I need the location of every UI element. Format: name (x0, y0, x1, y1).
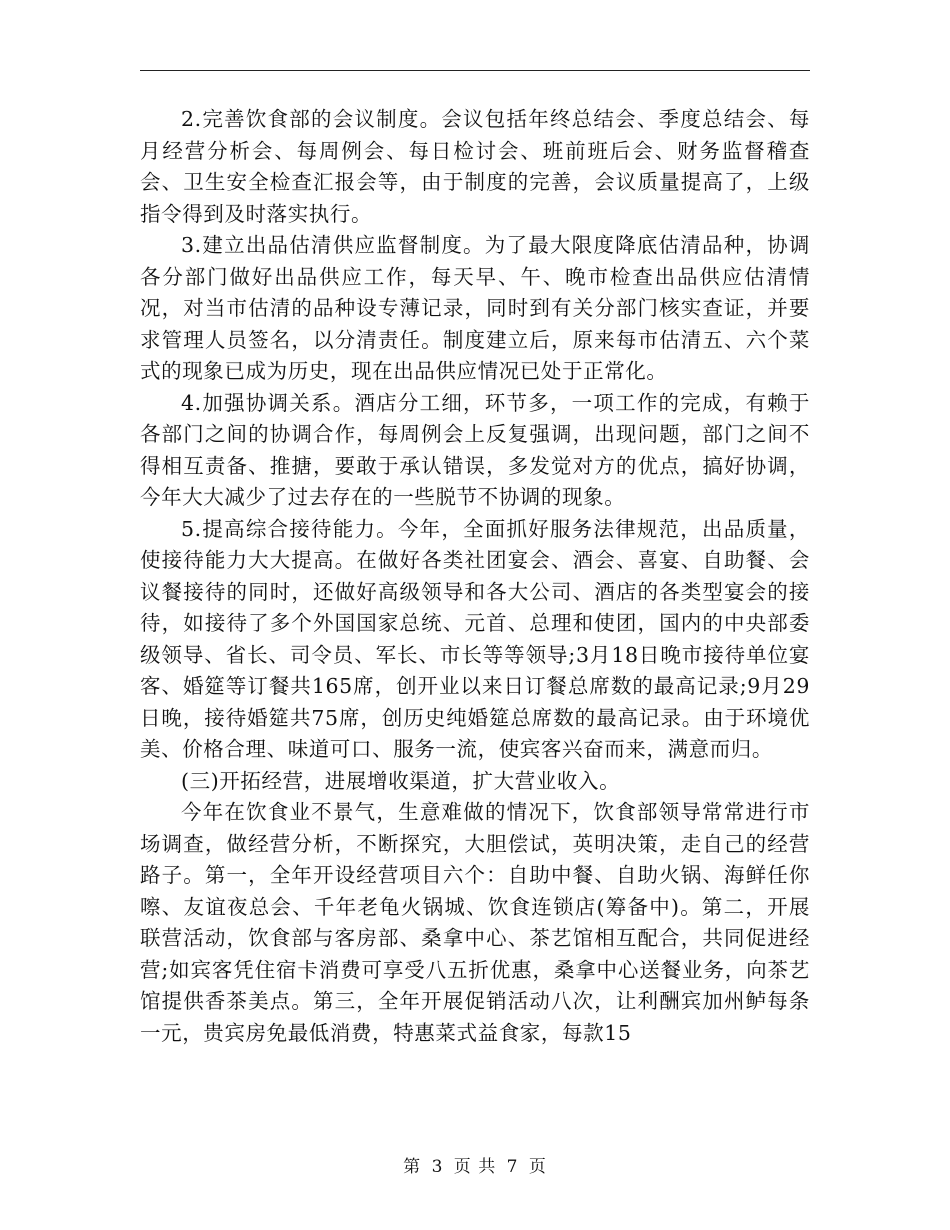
document-body (140, 104, 810, 1049)
section-heading-3: (三)开拓经营，进展增收渠道，扩大营业收入。 (181, 768, 621, 793)
paragraph-4-coordination: 4.加强协调关系。酒店分工细，环节多，一项工作的完成，有赖于各部门之间的协调合作，每周例会上反复强调，出现问题，部门之间不得相互责备、推搪，要敢于承认错误，多发觉对方的优点，搞好协调，今年大大减少了过去存在的一些脱节不协调的现象。 (140, 390, 810, 509)
paragraph-business-expansion: 今年在饮食业不景气，生意难做的情况下，饮食部领导常常进行市场调查，做经营分析，不断探究，大胆偿试，英明决策，走自己的经营路子。第一，全年开设经营项目六个：自助中餐、自助火锅、海鲜任你嚓、友谊夜总会、千年老龟火锅城、饮食连锁店(筹备中)。第二，开展联营活动，饮食部与客房部、桑拿中心、茶艺馆相互配合，共同促进经营;如宾客凭住宿卡消费可享受八五折优惠，桑拿中心送餐业务，向茶艺馆提供香茶美点。第三，全年开展促销活动八次，让利酬宾加州鲈每条一元，贵宾房免最低消费，特惠菜式益食家，每款15 (140, 800, 810, 1045)
paragraph-2-meeting-system: 2.完善饮食部的会议制度。会议包括年终总结会、季度总结会、每月经营分析会、每周例会、每日检讨会、班前班后会、财务监督稽查会、卫生安全检查汇报会等，由于制度的完善，会议质量提高了，上级指令得到及时落实执行。 (140, 107, 810, 226)
paragraph-3-supply-supervision: 3.建立出品估清供应监督制度。为了最大限度降底估清品种，协调各分部门做好出品供应工作，每天早、午、晚市检查出品供应估清情况，对当市估清的品种设专薄记录，同时到有关分部门核实查证，并要求管理人员签名，以分清责任。制度建立后，原来每市估清五、六个菜式的现象已成为历史，现在出品供应情况已处于正常化。 (140, 233, 810, 383)
footer-total-pages: 7 (506, 1157, 519, 1177)
footer-suffix: 页 (528, 1157, 547, 1177)
footer-page-number: 3 (431, 1157, 444, 1177)
footer-middle: 页 共 (453, 1157, 497, 1177)
header-rule (140, 70, 810, 71)
page-footer (0, 1152, 950, 1177)
paragraph-5-reception-capacity: 5.提高综合接待能力。今年，全面抓好服务法律规范，出品质量，使接待能力大大提高。在做好各类社团宴会、酒会、喜宴、自助餐、会议餐接待的同时，还做好高级领导和各大公司、酒店的各类型宴会的接待，如接待了多个外国国家总统、元首、总理和使团，国内的中央部委级领导、省长、司令员、军长、市长等等领导;3月18日晚市接待单位宴客、婚筵等订餐共165席，创开业以来日订餐总席数的最高记录;9月29日晚，接待婚筵共75席，创历史纯婚筵总席数的最高记录。由于环境优美、价格合理、味道可口、服务一流，使宾客兴奋而来，满意而归。 (140, 516, 810, 761)
footer-prefix: 第 (403, 1157, 422, 1177)
